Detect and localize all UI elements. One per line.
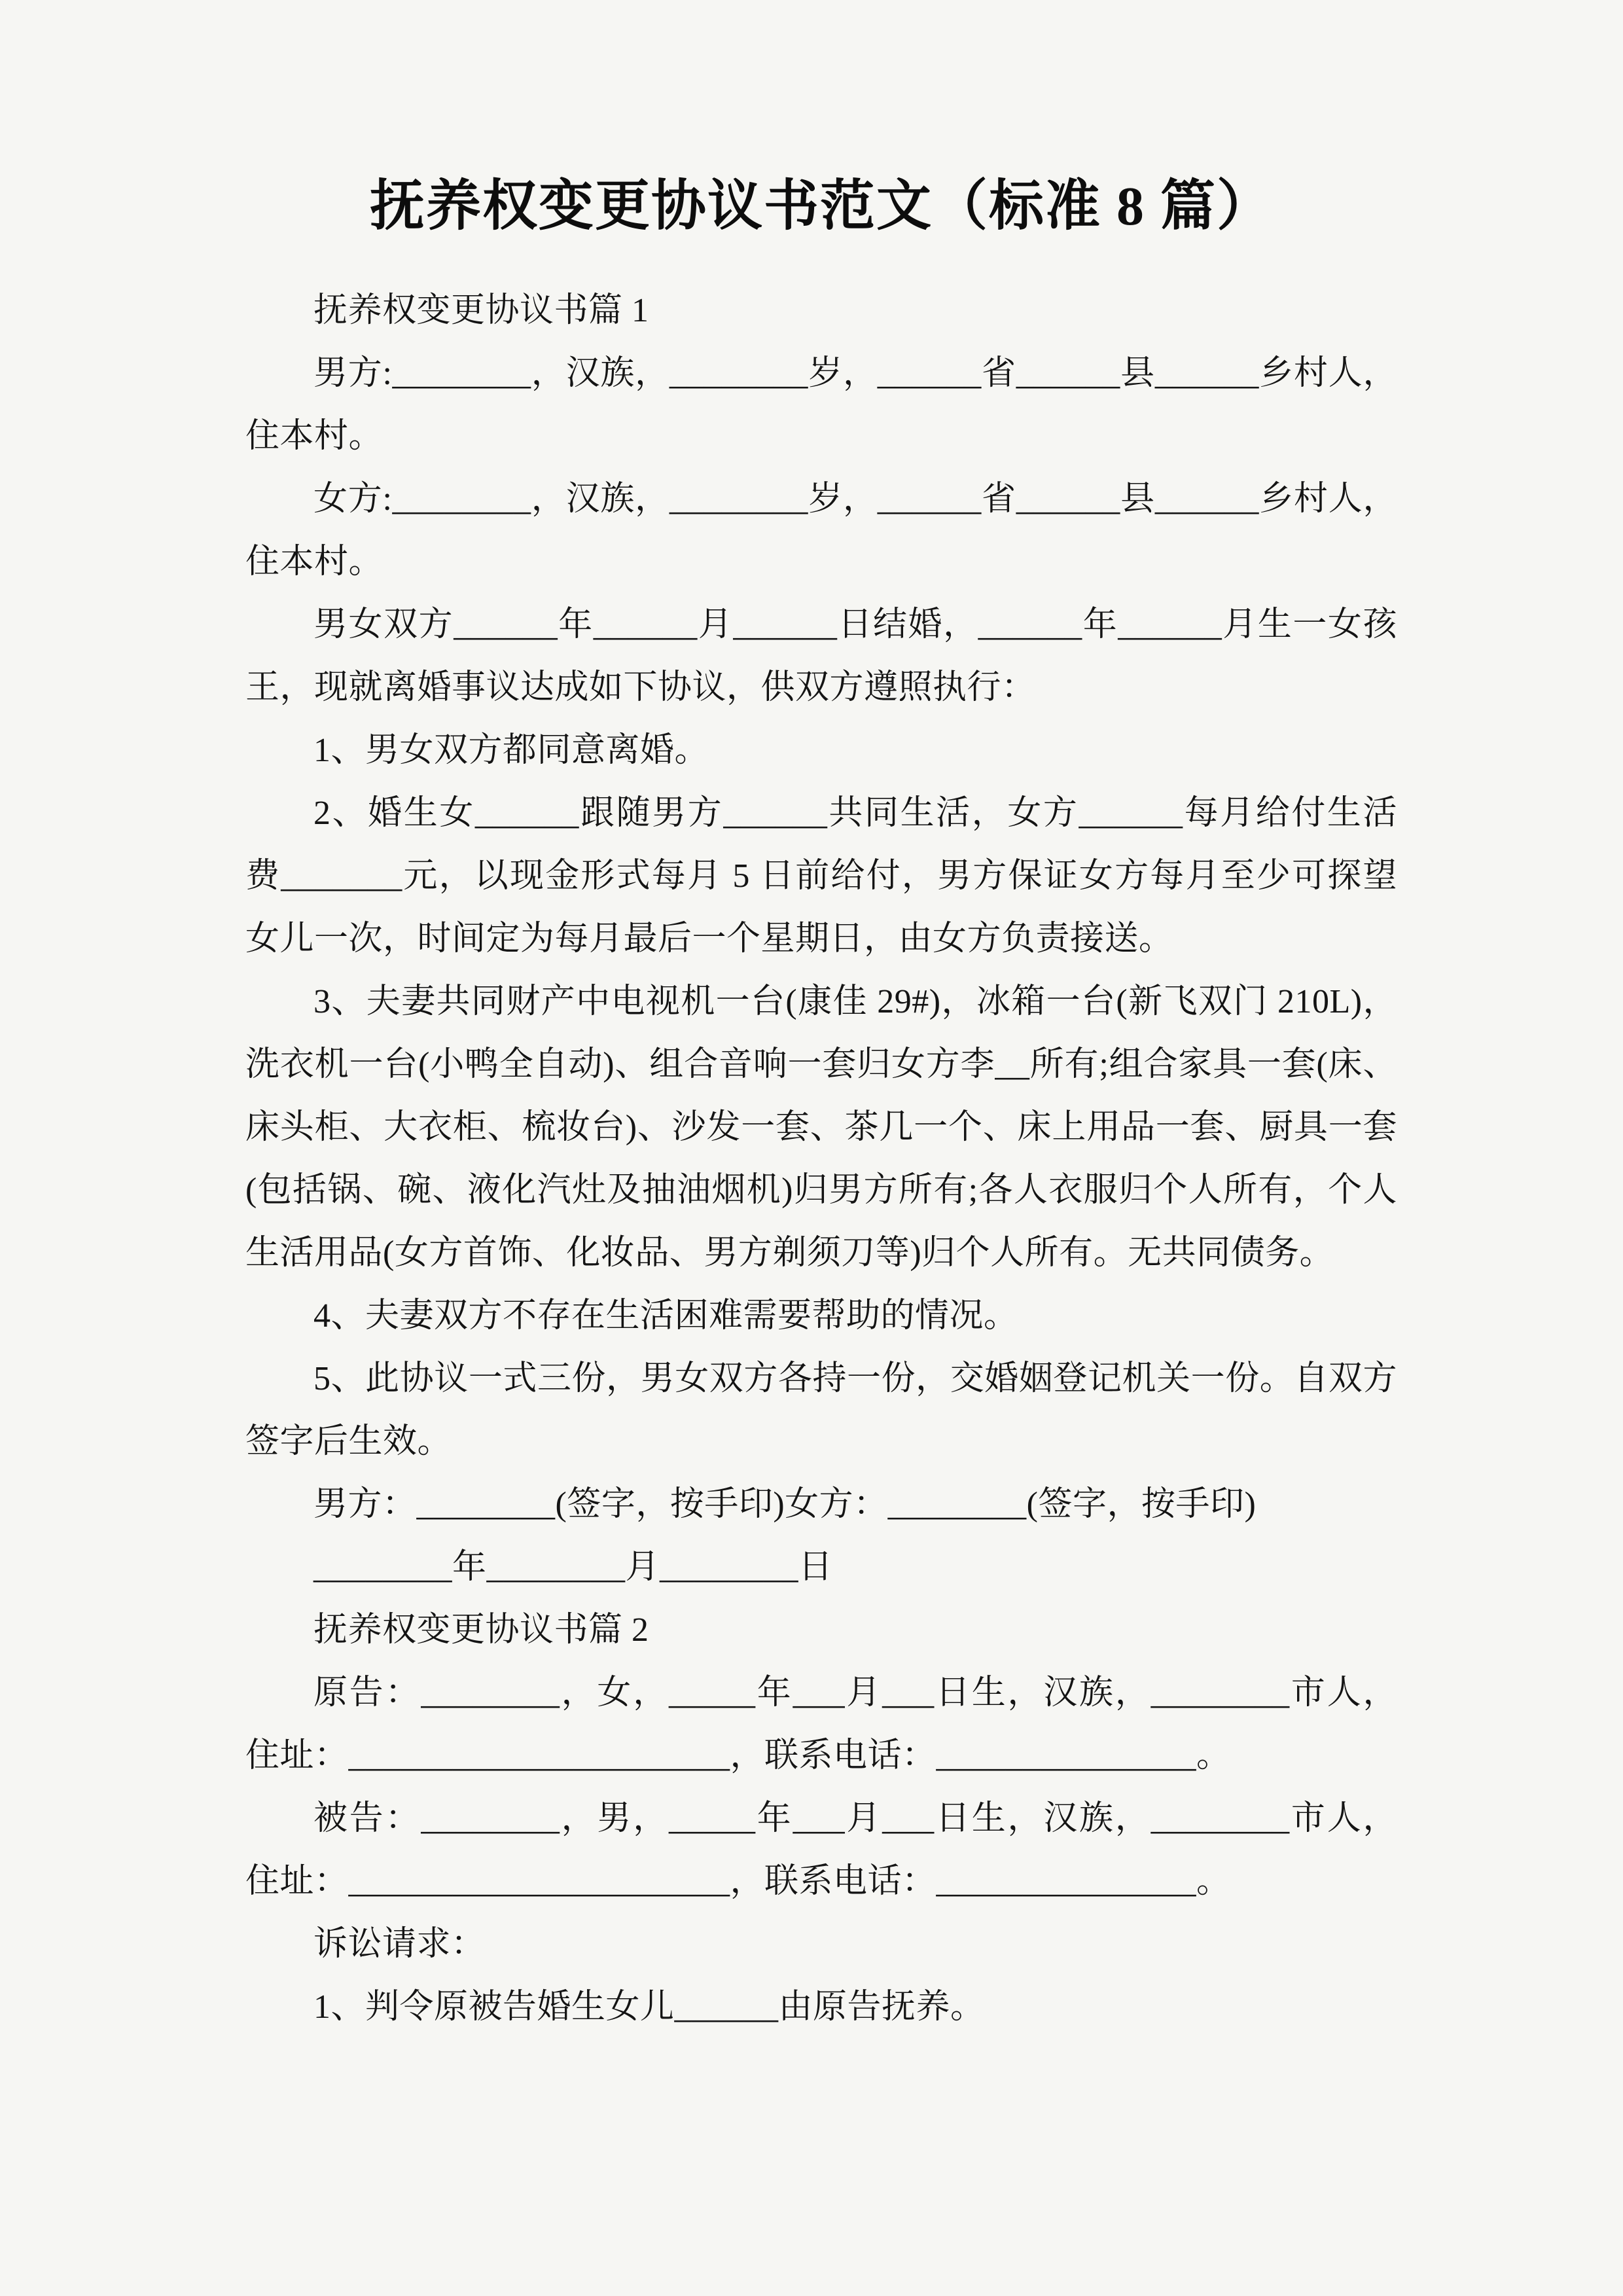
date-line: ________年________月________日 <box>313 1548 833 1586</box>
section1-heading: 抚养权变更协议书篇 1 <box>313 291 649 329</box>
item-1: 1、男女双方都同意离婚。 <box>313 731 709 769</box>
party-male-line: 男方:________，汉族，________岁，______省______县______乡村人，住本村。 <box>245 354 1397 455</box>
plaintiff-line: 原告：________，女，_____年___月___日生，汉族，________市人，住址：______________________，联系电话：_______________。 <box>245 1674 1397 1774</box>
item-4: 4、夫妻双方不存在生活困难需要帮助的情况。 <box>313 1297 1018 1335</box>
item-2: 2、婚生女______跟随男方______共同生活，女方______每月给付生活费_______元，以现金形式每月 5 日前给付，男方保证女方每月至少可探望女儿一次，时间定为每月最后一个星期日，由女方负责接送。 <box>245 794 1397 958</box>
section2-heading: 抚养权变更协议书篇 2 <box>313 1611 649 1649</box>
defendant-line: 被告：________，男，_____年___月___日生，汉族，________市人，住址：______________________，联系电话：_______________。 <box>245 1799 1397 1900</box>
signature-line: 男方：________(签字，按手印)女方：________(签字，按手印) <box>313 1485 1257 1523</box>
party-female-line: 女方:________，汉族，________岁，______省______县______乡村人，住本村。 <box>245 480 1397 581</box>
claim-1: 1、判令原被告婚生女儿______由原告抚养。 <box>313 1988 985 2026</box>
page-title: 抚养权变更协议书范文（标准 8 篇） <box>369 176 1273 237</box>
item-5: 5、此协议一式三份，男女双方各持一份，交婚姻登记机关一份。自双方签字后生效。 <box>245 1359 1397 1460</box>
marriage-info: 男女双方______年______月______日结婚，______年______月生一女孩王，现就离婚事议达成如下协议，供双方遵照执行： <box>245 605 1397 706</box>
claims-heading: 诉讼请求： <box>313 1925 486 1963</box>
item-3: 3、夫妻共同财产中电视机一台(康佳 29#)，冰箱一台(新飞双门 210L)，洗衣机一台(小鸭全自动)、组合音响一套归女方李__所有;组合家具一套(床、床头柜、大衣柜、梳妆台)、沙发一套、茶几一个、床上用品一套、厨具一套(包括锅、碗、液化汽灶及抽油烟机)归男方所有;各人衣服归个人所有，个人生活用品(女方首饰、化妆品、男方剃须刀等)归个人所有。无共同债务。 <box>245 982 1397 1272</box>
